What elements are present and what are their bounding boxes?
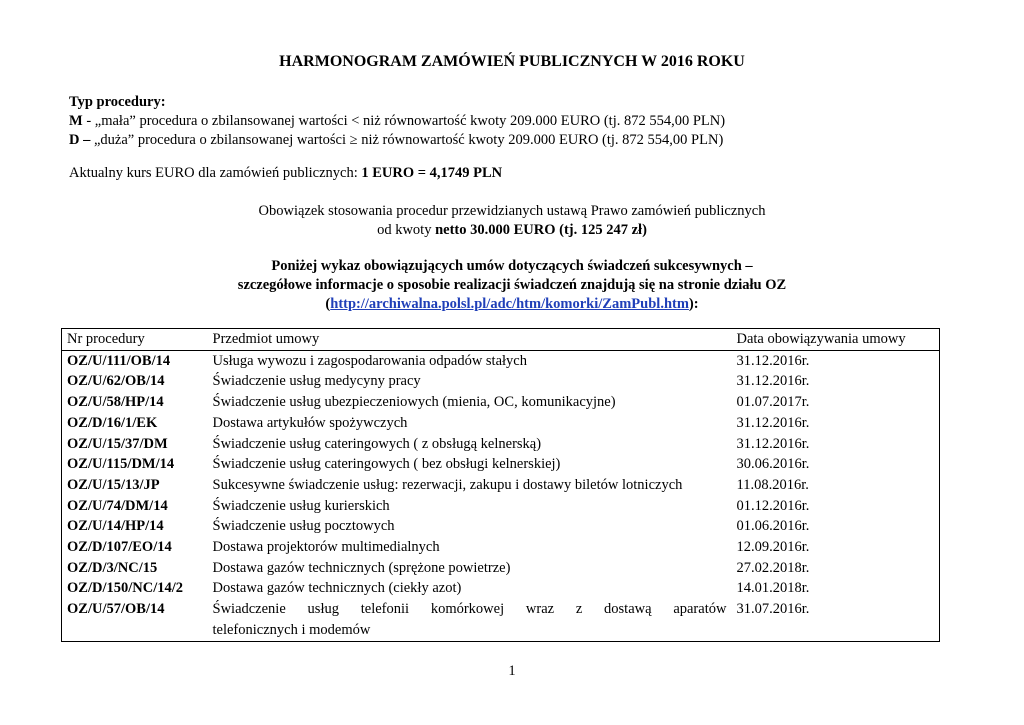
contract-subject: Świadczenie usług pocztowych — [212, 518, 395, 535]
procedure-m-code: M — [69, 113, 83, 129]
table-row — [62, 371, 940, 392]
contract-date: 11.08.2016r. — [736, 476, 809, 493]
procedure-number: OZ/U/14/HP/14 — [67, 518, 164, 535]
contract-subject: Świadczenie usług cateringowych ( bez obsługi kelnerskiej) — [212, 456, 561, 473]
contract-date: 31.12.2016r. — [736, 352, 810, 369]
contract-date: 01.07.2017r. — [736, 394, 810, 411]
procedure-number: OZ/D/150/NC/14/2 — [67, 580, 184, 597]
procedure-number: OZ/U/62/OB/14 — [67, 373, 165, 390]
contract-subject: Świadczenie usług kurierskich — [212, 497, 390, 514]
procedure-d-code: D – — [69, 132, 91, 148]
procedure-number: OZ/U/15/13/JP — [67, 476, 160, 493]
table-row — [62, 537, 940, 558]
header-date: Data obowiązywania umowy — [732, 329, 940, 351]
table-row — [62, 516, 940, 537]
subject-word: aparatów — [673, 601, 727, 618]
procedure-d-text: „duża” procedura o zbilansowanej wartości ≥ niż równowartość kwoty 209.000 EURO (tj. 872 554,00 PLN) — [90, 132, 724, 148]
document-title: HARMONOGRAM ZAMÓWIEŃ PUBLICZNYCH W 2016 ROKU — [279, 53, 745, 70]
contract-date: 27.02.2018r. — [736, 559, 810, 576]
contract-subject: Sukcesywne świadczenie usług: rezerwacji, zakupu i dostawy biletów lotniczych — [212, 476, 683, 493]
procedure-m-text: - „mała” procedura o zbilansowanej wartości < niż równowartość kwoty 209.000 EURO (tj. 872 554,00 PLN) — [82, 113, 726, 129]
subject-line2: telefonicznych i modemów — [212, 621, 371, 638]
header-subject: Przedmiot umowy — [208, 329, 732, 351]
contract-subject: Dostawa projektorów multimedialnych — [212, 539, 440, 556]
contract-date: 31.12.2016r. — [736, 435, 810, 452]
page-number: 1 — [508, 663, 516, 679]
procedure-d-line — [69, 131, 725, 150]
procedure-type-label: Typ procedury: — [69, 94, 166, 110]
header-nr: Nr procedury — [62, 329, 208, 351]
contract-date: 31.12.2016r. — [736, 414, 810, 431]
contract-subject: Dostawa gazów technicznych (ciekły azot) — [212, 580, 462, 597]
table-row — [62, 350, 940, 371]
contract-subject: Świadczenie usług cateringowych ( z obsługą kelnerską) — [212, 435, 542, 452]
procedure-number: OZ/D/107/EO/14 — [67, 539, 172, 556]
procedure-number: OZ/D/3/NC/15 — [67, 559, 158, 576]
table-row — [62, 454, 940, 475]
subject-line1 — [213, 599, 727, 620]
contract-subject — [208, 599, 732, 641]
contract-subject: Dostawa gazów technicznych (sprężone powietrze) — [212, 559, 511, 576]
subject-word: usług — [307, 601, 339, 618]
subject-word: telefonii — [360, 601, 410, 618]
table-row — [62, 434, 940, 455]
table-row — [62, 413, 940, 434]
contracts-table — [61, 328, 940, 642]
contract-date: 12.09.2016r. — [736, 539, 810, 556]
exchange-rate-prefix: Aktualny kurs EURO dla zamówień publicznych: — [69, 165, 362, 181]
contract-date: 14.01.2018r. — [736, 580, 810, 597]
contract-subject: Świadczenie usług ubezpieczeniowych (mienia, OC, komunikacyjne) — [212, 394, 616, 411]
table-row — [62, 578, 940, 599]
subject-word: dostawą — [604, 601, 652, 618]
obligation-line2 — [0, 221, 1024, 240]
subject-word: komórkowej — [430, 601, 505, 618]
procedure-number: OZ/U/74/DM/14 — [67, 497, 168, 514]
table-row — [62, 392, 940, 413]
obligation-line1: Obowiązek stosowania procedur przewidzianych ustawą Prawo zamówień publicznych — [258, 203, 766, 219]
procedure-number: OZ/U/57/OB/14 — [67, 601, 165, 618]
exchange-rate-line — [69, 164, 502, 183]
subject-word: wraz — [525, 601, 555, 618]
procedure-number: OZ/U/115/DM/14 — [67, 456, 175, 473]
obligation-threshold: netto 30.000 EURO (tj. 125 247 zł) — [435, 222, 647, 238]
info-line1: Poniżej wykaz obowiązujących umów dotyczących świadczeń sukcesywnych – — [271, 258, 753, 274]
table-row — [62, 496, 940, 517]
procedure-type-section — [69, 93, 725, 150]
procedure-number: OZ/U/58/HP/14 — [67, 394, 164, 411]
contract-date: 31.12.2016r. — [736, 373, 810, 390]
contract-date: 31.07.2016r. — [736, 601, 810, 618]
subject-word: Świadczenie — [212, 601, 286, 618]
info-close-paren: ): — [688, 296, 699, 312]
contract-date: 30.06.2016r. — [736, 456, 810, 473]
procedure-number: OZ/U/15/37/DM — [67, 435, 168, 452]
table-row — [62, 475, 940, 496]
info-line3 — [0, 295, 1024, 314]
obligation-line2-prefix: od kwoty — [377, 222, 436, 238]
obligation-notice — [0, 202, 1024, 240]
info-line2: szczegółowe informacje o sposobie realizacji świadczeń znajdują się na stronie działu OZ — [237, 277, 787, 293]
contract-date: 01.12.2016r. — [736, 497, 810, 514]
contract-subject: Usługa wywozu i zagospodarowania odpadów stałych — [212, 352, 527, 369]
table-header-row — [62, 329, 940, 351]
procedure-number: OZ/U/111/OB/14 — [67, 352, 171, 369]
subject-word: z — [575, 601, 583, 618]
contract-subject: Świadczenie usług medycyny pracy — [212, 373, 421, 390]
procedure-m-line — [69, 112, 725, 131]
oz-department-link[interactable]: http://archiwalna.polsl.pl/adc/htm/komorki/ZamPubl.htm — [330, 296, 689, 312]
info-open-paren: ( — [325, 296, 331, 312]
contract-subject: Dostawa artykułów spożywczych — [212, 414, 408, 431]
contracts-info — [0, 257, 1024, 314]
table-row — [62, 599, 940, 641]
exchange-rate-value: 1 EURO = 4,1749 PLN — [361, 165, 503, 181]
contract-date: 01.06.2016r. — [736, 518, 810, 535]
table-row — [62, 558, 940, 579]
procedure-number: OZ/D/16/1/EK — [67, 414, 158, 431]
